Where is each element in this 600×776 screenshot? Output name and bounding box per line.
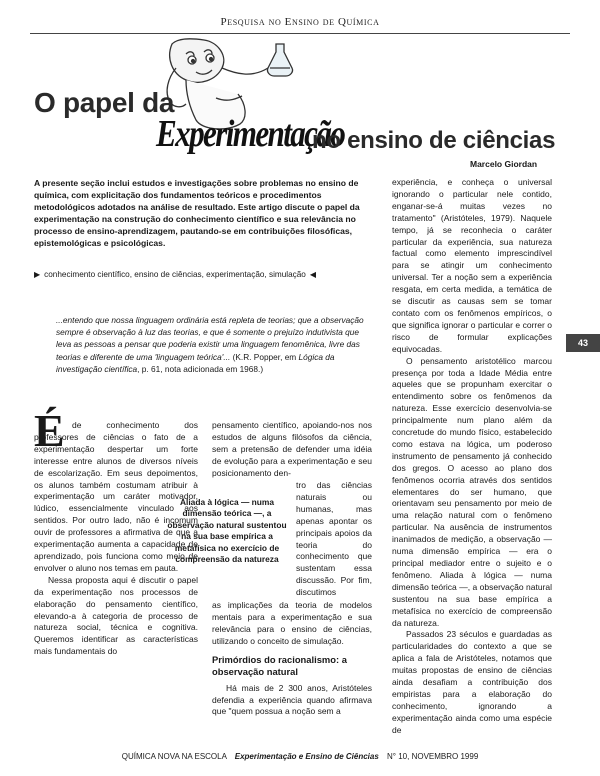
footer-article: Experimentação e Ensino de Ciências — [234, 752, 379, 761]
column-2-bottom — [212, 600, 372, 718]
footer-journal: QUÍMICA NOVA NA ESCOLA — [121, 752, 227, 761]
keywords-text: conhecimento científico, ensino de ciências, experimentação, simulação — [44, 270, 306, 279]
page-number-tab: 43 — [566, 334, 600, 352]
col2-paragraph-1c: as implicações da teoria de modelos mentais para a experimentação e sua relevância para o ensino de ciências, utilizando o conceito de simulação. — [212, 600, 372, 646]
column-2-top — [212, 420, 372, 480]
header-divider — [30, 33, 570, 34]
abstract: A presente seção inclui estudos e investigações sobre problemas no ensino de química, com explicitação dos fundamentos teóricos e procedimentos metodológicos adotados na análise de resultado. Este artigo discute o papel da experimentação na construção do conhecimento científico e sua relevância no processo de ensino-aprendizagem, pautando-se em contribuições filosóficas, epistemológicas e psicológicas. — [34, 178, 360, 249]
epigraph-source-pre: (K.R. Popper, em — [230, 351, 299, 362]
pull-quote: Aliada à lógica — numa dimensão teórica —, a observação natural sustentou na sua base empírica a metafísica no exercício de compreensão da natureza — [167, 497, 287, 565]
col2-paragraph-1a: pensamento científico, apoiando-nos nos estudos de alguns filósofos da ciência, sem a pretensão de defender uma idéia de evolução para a experimentação e seu posicionamento den- — [212, 420, 372, 478]
footer-issue: N° 10, NOVEMBRO 1999 — [387, 752, 479, 761]
footer — [0, 752, 600, 761]
col3-paragraph-1: experiência, e conheça o universal ignorando o particular nele contido, enganar-se-á muitas vezes no tratamento" (Aristóteles, 1979). Naquele tempo, já se reconhecia o caráter particular da experiência, sua natureza factual como elemento imprescindível para se atingir um conhecimento universal. Ter a noção sem a experiência resgata, em certa medida, a temática de se discutir as causas sem se tomar contato com os fenômenos empíricos, o que significa ignorar o particular e correr o risco de formular explicações equivocadas. — [392, 177, 552, 354]
col1-paragraph-2: Nessa proposta aqui é discutir o papel da experimentação nos processos de elaboração do pensamento científico, elevando-a à categoria de processo de natureza social, técnica e cognitiva. Queremos identificar as características mais fundamentais do — [34, 574, 198, 657]
section-header: Pesquisa no Ensino de Química — [220, 16, 380, 28]
title-part-1: O papel da — [34, 87, 175, 118]
column-3 — [392, 177, 552, 737]
author-name: Marcelo Giordan — [470, 159, 538, 169]
col3-paragraph-3: Passados 23 séculos e guardadas as particularidades do contexto a que se aplica a fala de Aristóteles, notamos que muitas propostas de ensino de ciências ainda desafiam a contribuição dos empiristas para a elaboração do conhecimento, ignorando a experimentação ainda como uma espécie de — [392, 629, 552, 735]
drop-cap: É — [34, 405, 65, 456]
section-subheading: Primórdios do racionalismo: a observação natural — [212, 653, 347, 677]
title-part-2: Experimentação — [156, 113, 345, 155]
col3-paragraph-2: O pensamento aristotélico marcou presença por toda a Idade Média entre aqueles que se propunham exercitar o entendimento sobre os fenômenos da natureza. Esse exercício desenvolvia-se principalmente num plano além da concretude do mundo físico, estabelecido como estava na lógica, um poderoso instrumento de pensamento já conhecido dos gregos. O acesso ao plano dos fenômenos ocorria através dos sentidos elementares do ser humano, que orientavam seu pensamento por meio de uma relação natural com o fenômeno particular. Na ausência de instrumentos inanimados de medição, a observação — numa dimensão empírica — era o principal mediador entre o sujeito e o fenômeno. Aliada à lógica — numa dimensão teórica —, a observação natural sustentou na sua base empírica a metafísica no exercício de compreensão da natureza. — [392, 355, 552, 628]
epigraph — [56, 314, 374, 375]
title-part-3: no ensino de ciências — [312, 127, 556, 154]
col1-paragraph-1: de conhecimento dos professores de ciências o fato de a experimentação despertar um forte interesse entre alunos de diversos níveis de escolarização. Em seus depoimentos, os alunos também costumam atribuir à experimentação um caráter motivador, lúdico, essencialmente vinculado aos sentidos. Por outro lado, não é incomum ouvir de professores a afirmativa de que a experimentação aumenta a capacidade de aprendizado, pois funciona como meio de envolver o aluno nos temas em pauta. — [34, 420, 198, 573]
col2-paragraph-2: Há mais de 2 300 anos, Aristóteles defendia a experiência quando afirmava que "quem possua a noção sem a — [212, 682, 372, 717]
col2-paragraph-1b: tro das ciências naturais ou humanas, mas apenas apontar os principais apoios da teoria do conhecimento que sustentam essa discussão. Por fim, discutimos — [296, 480, 372, 598]
epigraph-text: ...entendo que nossa linguagem ordinária está repleta de teorias; que a observação sempre é observação à luz das teorias, e que é somente o prejuízo indutivista que leva as pessoas a pensar que poderia existir uma linguagem fenomênica, livre das teorias e diferente de uma 'linguagem teórica'... — [56, 315, 364, 362]
keywords-line — [34, 270, 379, 279]
column-2-wrap — [296, 480, 372, 599]
epigraph-source-post: , p. 61, nota adicionada em 1968.) — [137, 363, 264, 374]
epigraph-source-book: Lógica da investigação científica — [56, 351, 335, 374]
triangle-left-icon: ◀ — [309, 270, 317, 279]
triangle-right-icon: ▶ — [34, 270, 41, 279]
